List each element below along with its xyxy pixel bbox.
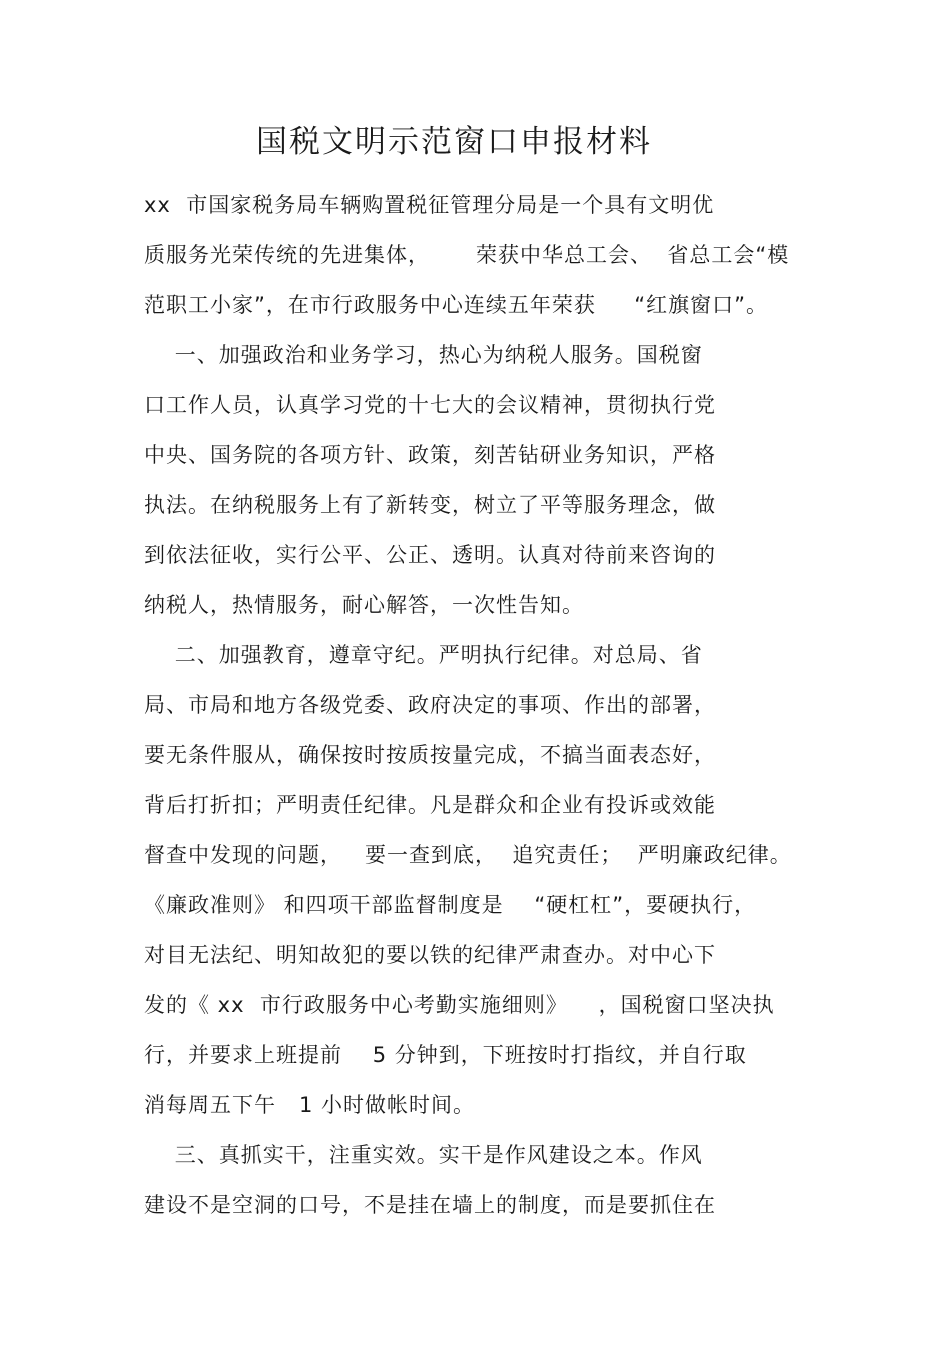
paragraph-line: 质服务光荣传统的先进集体， 荣获中华总工会、 省总工会“模 (144, 243, 790, 267)
paragraph-line: 行，并要求上班提前 5 分钟到，下班按时打指纹，并自行取 (144, 1043, 747, 1067)
paragraph-line: 执法。在纳税服务上有了新转变，树立了平等服务理念，做 (144, 493, 716, 517)
document-title: 国税文明示范窗口申报材料 (256, 124, 652, 160)
paragraph-line: 《廉政准则》 和四项干部监督制度是 “硬杠杠”，要硬执行， (144, 893, 757, 917)
paragraph-line: 三、真抓实干，注重实效。实干是作风建设之本。作风 (144, 1143, 703, 1167)
paragraph-line: 督查中发现的问题， 要一查到底， 追究责任； 严明廉政纪律。 (144, 843, 792, 867)
paragraph-line: xx 市国家税务局车辆购置税征管理分局是一个具有文明优 (144, 193, 715, 217)
paragraph-line: 纳税人，热情服务，耐心解答，一次性告知。 (144, 593, 584, 617)
paragraph-line: 口工作人员，认真学习党的十七大的会议精神，贯彻执行党 (144, 393, 716, 417)
paragraph-line: 二、加强教育，遵章守纪。严明执行纪律。对总局、省 (144, 643, 703, 667)
paragraph-line: 发的《 xx 市行政服务中心考勤实施细则》 ，国税窗口坚决执 (144, 993, 775, 1017)
paragraph-line: 对目无法纪、明知故犯的要以铁的纪律严肃查办。对中心下 (144, 943, 716, 967)
paragraph-line: 建设不是空洞的口号，不是挂在墙上的制度，而是要抓住在 (144, 1193, 716, 1217)
paragraph-line: 范职工小家”，在市行政服务中心连续五年荣获 “红旗窗口”。 (144, 293, 769, 317)
paragraph-line: 到依法征收，实行公平、公正、透明。认真对待前来咨询的 (144, 543, 716, 567)
paragraph-line: 一、加强政治和业务学习，热心为纳税人服务。国税窗 (144, 343, 703, 367)
paragraph-line: 背后打折扣；严明责任纪律。凡是群众和企业有投诉或效能 (144, 793, 716, 817)
paragraph-line: 要无条件服从，确保按时按质按量完成，不搞当面表态好， (144, 743, 716, 767)
paragraph-line: 中央、国务院的各项方针、政策，刻苦钻研业务知识，严格 (144, 443, 716, 467)
paragraph-line: 消每周五下午 1 小时做帐时间。 (144, 1093, 476, 1117)
paragraph-line: 局、市局和地方各级党委、政府决定的事项、作出的部署， (144, 693, 716, 717)
